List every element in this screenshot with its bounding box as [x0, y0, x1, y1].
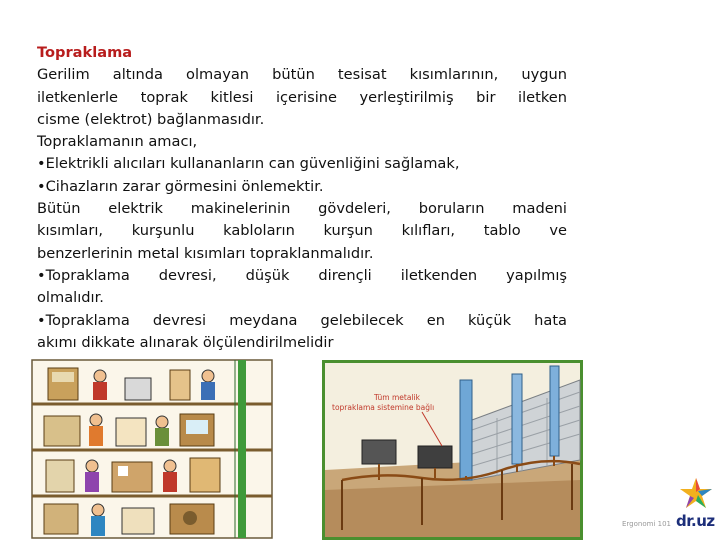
text-line: benzerlerinin metal kısımları topraklanmalıdır. — [37, 244, 374, 262]
bullet-item: •Topraklama devresi, düşük dirençli iletkenden yapılmış — [37, 266, 567, 284]
diagram-label-line-1: Tüm metalik — [374, 393, 420, 402]
bullet-item: •Cihazların zarar görmesini önlemektir. — [37, 177, 324, 195]
grounding-diagram-svg — [322, 360, 583, 540]
text-line: Topraklamanın amacı, — [37, 133, 198, 151]
text-line: kısımları, kurşunlu kabloların kurşun kılıfları, tablo ve — [37, 222, 567, 240]
text-line: cisme (elektrot) bağlanmasıdır. — [37, 110, 265, 128]
text-line: Bütün elektrik makinelerinin gövdeleri, boruların madeni — [37, 200, 567, 218]
text-line: Gerilim altında olmayan bütün tesisat kısımlarının, uygun — [37, 66, 567, 84]
text-line: akımı dikkate alınarak ölçülendirilmelidir — [37, 333, 334, 351]
star-logo-svg — [676, 476, 716, 512]
slide-text-body — [37, 42, 567, 354]
text-line: olmalıdır. — [37, 289, 104, 307]
diagram-label-line-2: topraklama sistemine bağlı — [332, 403, 435, 412]
building-illustration-svg — [30, 358, 274, 540]
logo-text: dr.uz — [676, 512, 715, 530]
bullet-item: •Topraklama devresi meydana gelebilecek en küçük hata — [37, 311, 567, 329]
slide-title: Topraklama — [37, 44, 133, 61]
building-illustration — [30, 358, 274, 540]
grounding-diagram — [322, 360, 583, 540]
text-line: iletkenlerle toprak kitlesi içerisine yerleştirilmiş bir iletken — [37, 88, 567, 106]
bullet-item: •Elektrikli alıcıları kullananların can güvenliğini sağlamak, — [37, 155, 460, 173]
footer-text: Ergonomi 101 — [622, 520, 671, 528]
